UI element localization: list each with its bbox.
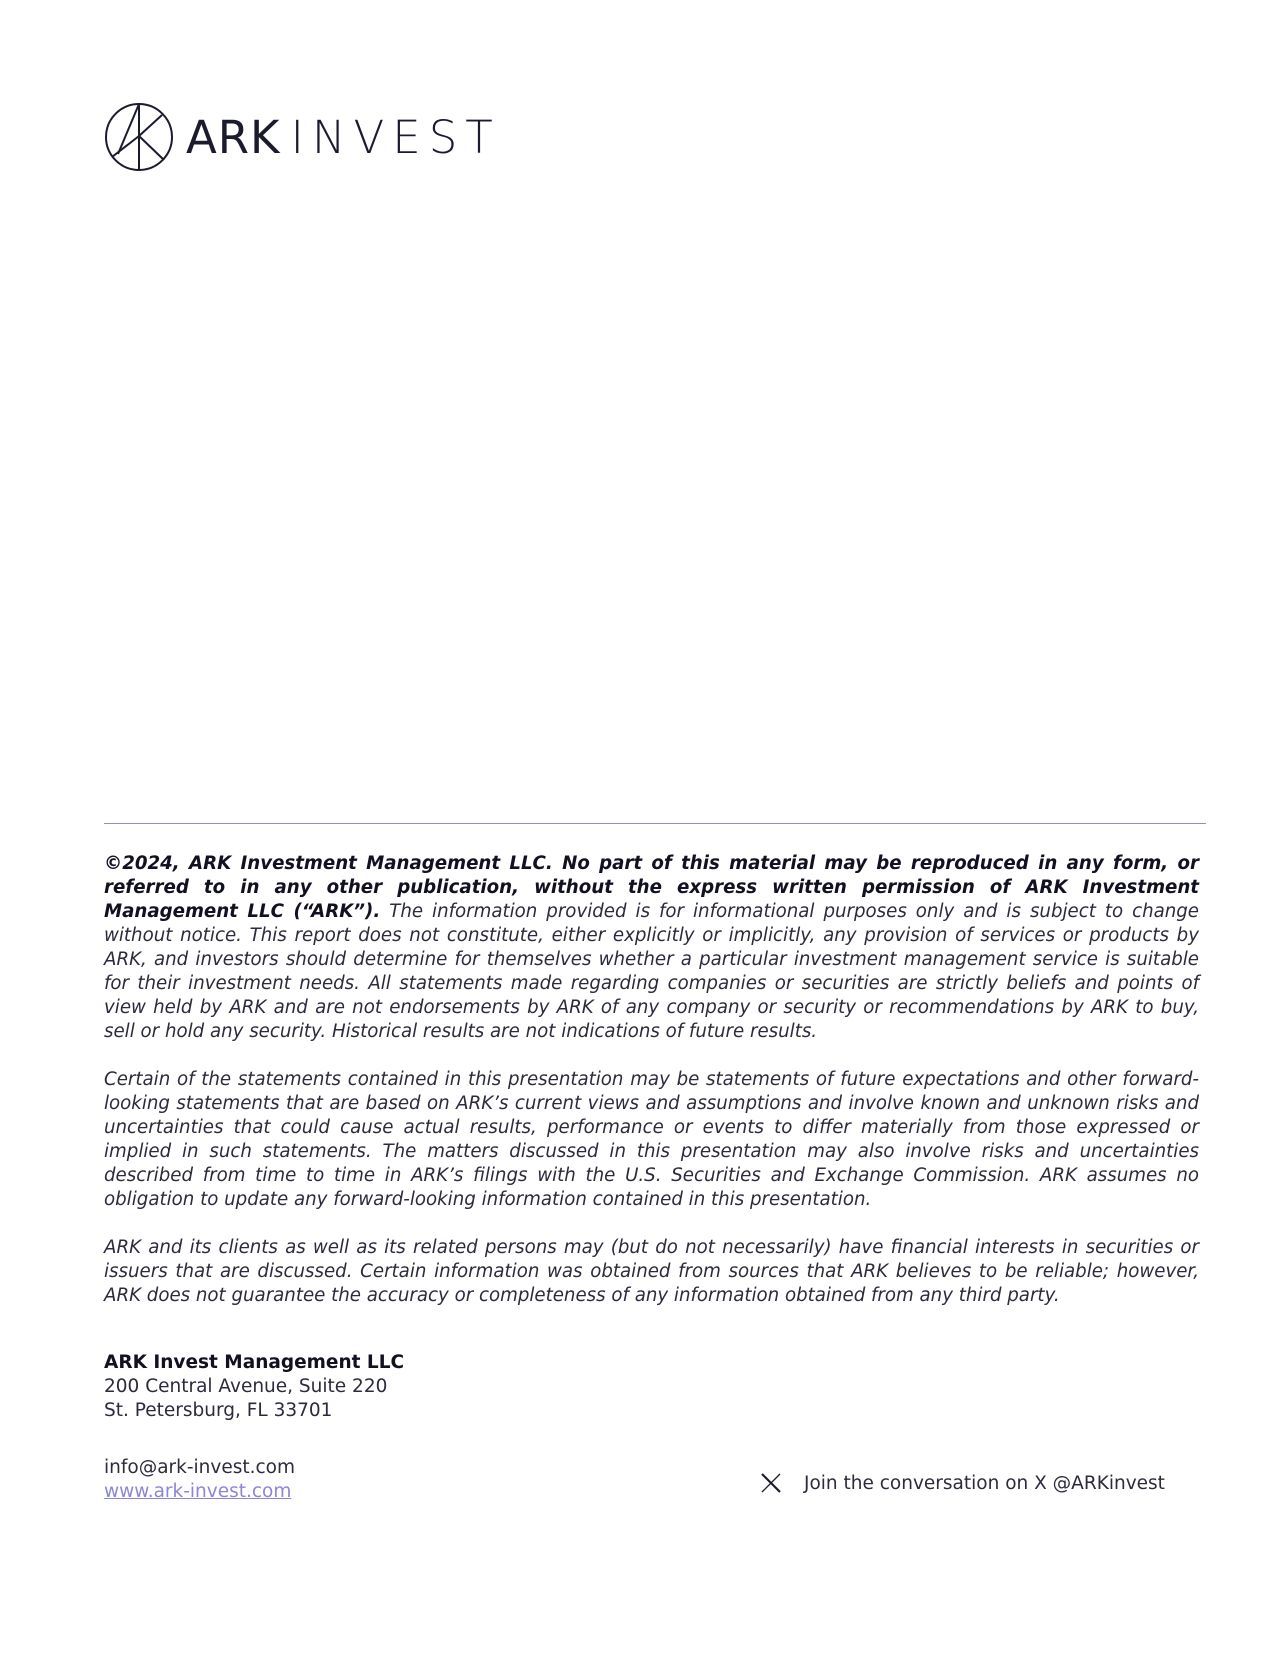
company-name: ARK Invest Management LLC [104, 1352, 405, 1373]
disclaimer-paragraph-3: ARK and its clients as well as its related persons may (but do not necessarily) have financial interests in securities or issuers that are discussed. Certain information was obtained from sources that ARK believes to be reliable; however, ARK does not guarantee the accuracy or completeness of any information obtained from any third party. [104, 1237, 1199, 1306]
website-link[interactable]: www.ark-invest.com [104, 1481, 292, 1502]
disclaimer-info: The information provided is for informational purposes only and is subject to change without notice. This report does not constitute, either explicitly or implicitly, any provision of services or products by ARK, and investors should determine for themselves whether a particular investment management service is suitable for their investment needs. All statements made regarding companies or securities are strictly beliefs and points of view held by ARK and are not endorsements by ARK of any company or security or recommendations by ARK to buy, sell or hold any security. Historical results are not indications of future results. [104, 901, 1200, 1042]
ark-invest-logo [104, 102, 501, 172]
address-line-1: 200 Central Avenue, Suite 220 [104, 1376, 388, 1397]
disclaimer-paragraph-1 [104, 852, 1199, 1044]
disclaimer [104, 852, 1199, 1332]
ark-logo-mark-icon [104, 102, 174, 172]
disclaimer-copyright: ©2024, ARK Investment Management LLC. No part of this material may be reproduced in any form, or referred to in any other publication, without the express written permission of ARK Investment Management LLC (“ARK”). [104, 853, 1199, 922]
x-icon [760, 1472, 782, 1494]
contact-email[interactable]: info@ark-invest.com [104, 1457, 296, 1478]
address-line-2: St. Petersburg, FL 33701 [104, 1400, 333, 1421]
logo-word-invest: INVEST [290, 110, 501, 164]
address-block [104, 1351, 404, 1423]
contact-block [104, 1456, 295, 1504]
social-text: Join the conversation on X @ARKinvest [804, 1472, 1165, 1494]
logo-wordmark [186, 110, 501, 164]
disclaimer-paragraph-2: Certain of the statements contained in this presentation may be statements of future expectations and other forward-looking statements that are based on ARK’s current views and assumptions and involve known and unknown risks and uncertainties that could cause actual results, performance or events to differ materially from those expressed or implied in such statements. The matters discussed in this presentation may also involve risks and uncertainties described from time to time in ARK’s filings with the U.S. Securities and Exchange Commission. ARK assumes no obligation to update any forward-looking information contained in this presentation. [104, 1069, 1199, 1210]
logo-word-ark: ARK [186, 110, 281, 164]
social-x[interactable] [760, 1472, 1165, 1494]
divider-rule [104, 823, 1206, 824]
